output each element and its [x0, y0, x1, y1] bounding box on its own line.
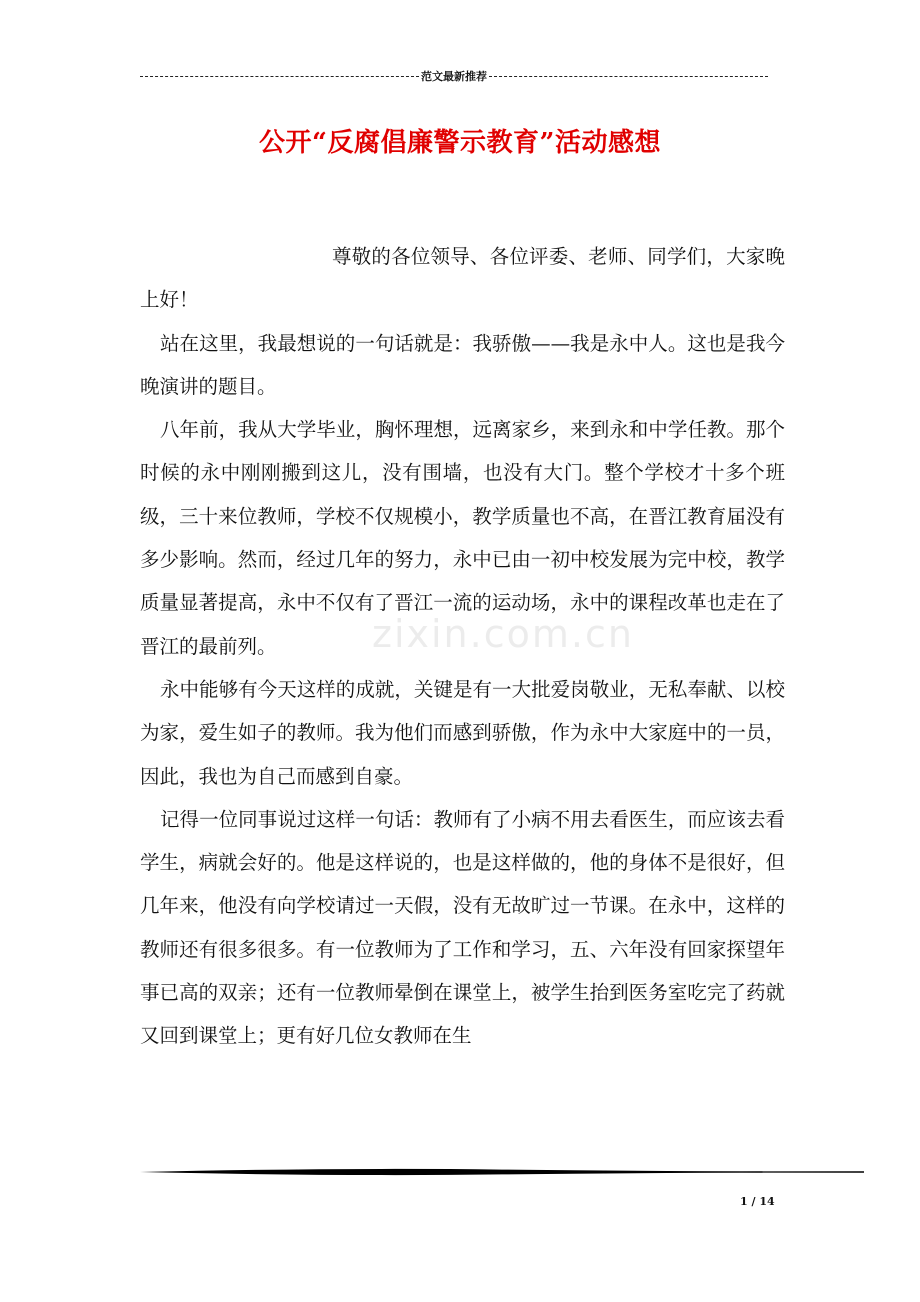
body-paragraph: 站在这里，我最想说的一句话就是：我骄傲——我是永中人。这也是我今晚演讲的题目。 — [140, 331, 785, 398]
salutation-paragraph: 尊敬的各位领导、各位评委、老师、同学们，大家晚上好！ — [140, 245, 785, 312]
header-dash-left — [140, 76, 419, 77]
footer-rule — [140, 1166, 864, 1178]
body-paragraph: 永中能够有今天这样的成就，关键是有一大批爱岗敬业，无私奉献、以校为家，爱生如子的教师。我为他们而感到骄傲，作为永中大家庭中的一员，因此，我也为自己而感到自豪。 — [140, 677, 785, 788]
header-label: 范文最新推荐 — [421, 70, 487, 83]
page-number: 1 / 14 — [740, 1195, 775, 1208]
body-paragraph: 八年前，我从大学毕业，胸怀理想，远离家乡，来到永和中学任教。那个时候的永中刚刚搬到这儿，没有围墙，也没有大门。整个学校才十多个班级，三十来位教师，学校不仅规模小，教学质量也不高，在晋江教育届没有多少影响。然而，经过几年的努力，永中已由一初中校发展为完中校，教学质量显著提高，永中不仅有了晋江一流的运动场，永中的课程改革也走在了晋江的最前列。 — [140, 418, 785, 658]
watermark: zixin.com.cn — [372, 612, 634, 656]
page-header — [140, 66, 768, 86]
body-paragraph: 记得一位同事说过这样一句话：教师有了小病不用去看医生，而应该去看学生，病就会好的。他是这样说的，也是这样做的，他的身体不是很好，但几年来，他没有向学校请过一天假，没有无故旷过一节课。在永中，这样的教师还有很多很多。有一位教师为了工作和学习，五、六年没有回家探望年事已高的双亲；还有一位教师晕倒在课堂上，被学生抬到医务室吃完了药就又回到课堂上；更有好几位女教师在生 — [140, 807, 785, 1048]
document-body — [140, 235, 785, 1058]
document-title: 公开“反腐倡廉警示教育”活动感想 — [259, 128, 661, 158]
header-dash-right — [489, 76, 768, 77]
